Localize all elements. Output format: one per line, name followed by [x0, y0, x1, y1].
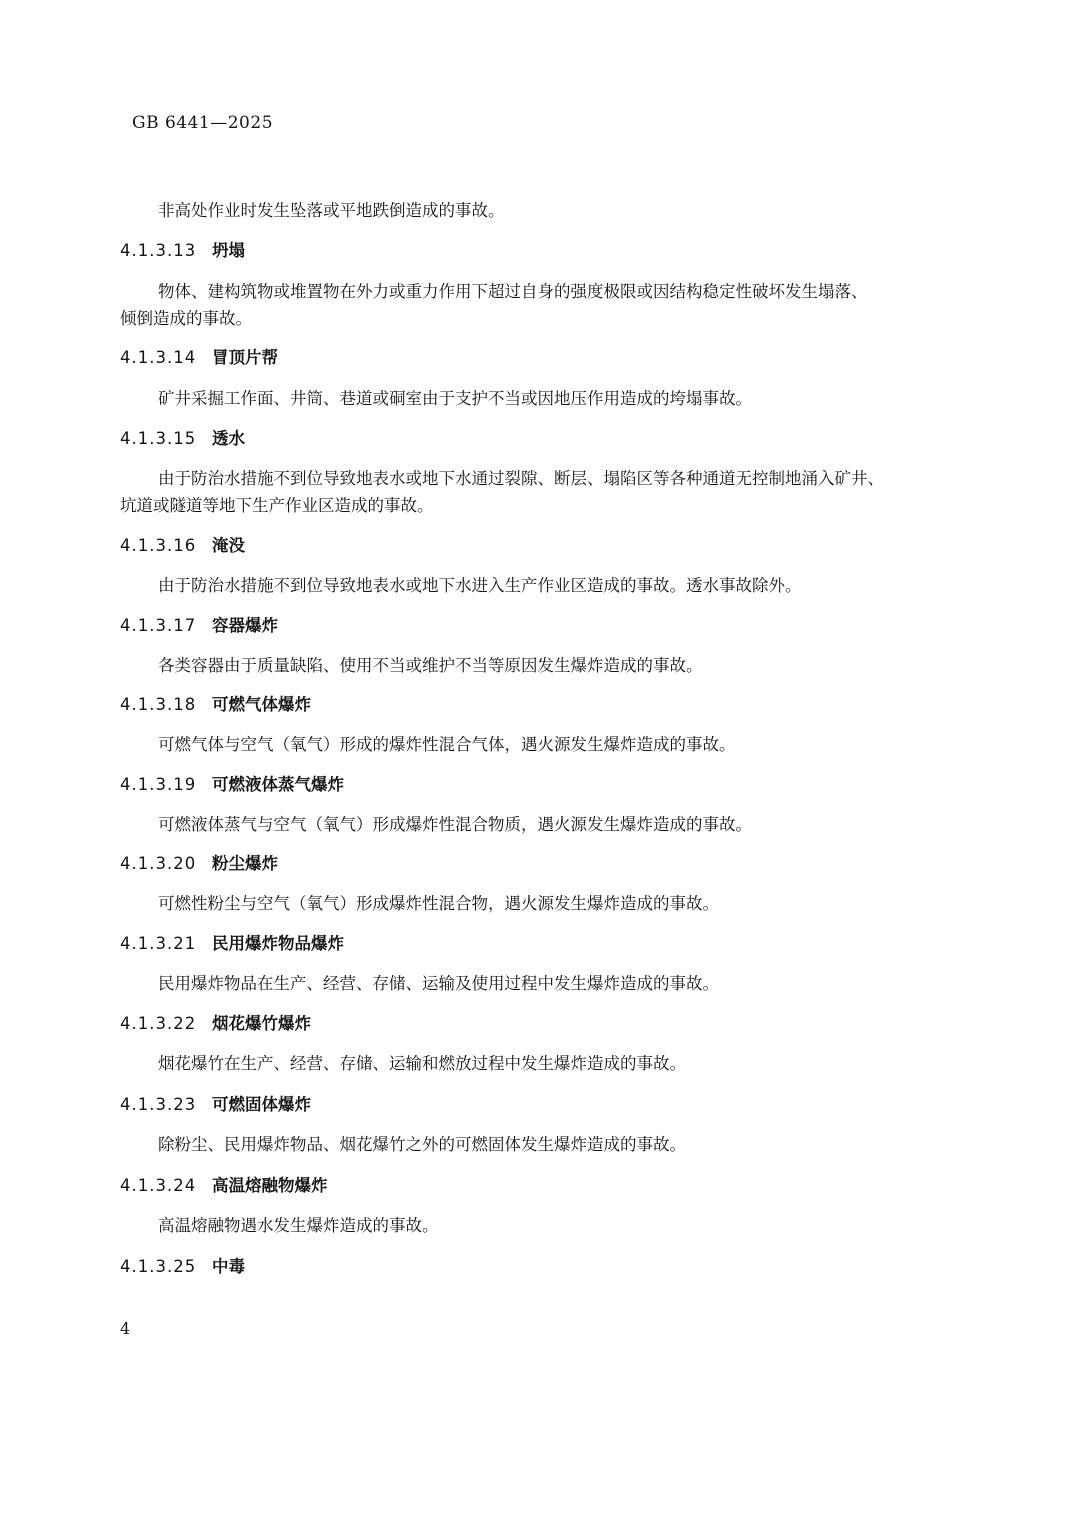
paragraph-line: 各类容器由于质量缺陷、使用不当或维护不当等原因发生爆炸造成的事故。 — [158, 656, 703, 675]
section-heading — [120, 1256, 245, 1278]
section-number: 4.1.3.13 — [120, 241, 197, 260]
section-number: 4.1.3.19 — [120, 775, 197, 794]
section-title: 粉尘爆炸 — [212, 854, 278, 873]
paragraph-line: 由于防治水措施不到位导致地表水或地下水进入生产作业区造成的事故。透水事故除外。 — [158, 576, 802, 595]
paragraph-line: 非高处作业时发生坠落或平地跌倒造成的事故。 — [158, 201, 505, 220]
section-title: 可燃气体爆炸 — [212, 695, 311, 714]
page-header: GB 6441—2025 — [132, 113, 274, 133]
section-number: 4.1.3.16 — [120, 536, 197, 555]
section-number: 4.1.3.22 — [120, 1014, 197, 1033]
paragraph-line: 烟花爆竹在生产、经营、存储、运输和燃放过程中发生爆炸造成的事故。 — [158, 1054, 686, 1073]
section-number: 4.1.3.25 — [120, 1257, 197, 1276]
paragraph-line: 可燃液体蒸气与空气（氧气）形成爆炸性混合物质，遇火源发生爆炸造成的事故。 — [158, 815, 752, 834]
section-heading — [120, 1175, 328, 1197]
section-number: 4.1.3.15 — [120, 429, 197, 448]
paragraph-line: 民用爆炸物品在生产、经营、存储、运输及使用过程中发生爆炸造成的事故。 — [158, 974, 719, 993]
section-title: 容器爆炸 — [212, 616, 278, 635]
section-heading — [120, 694, 311, 716]
section-heading — [120, 240, 245, 262]
section-title: 可燃液体蒸气爆炸 — [212, 775, 344, 794]
section-number: 4.1.3.18 — [120, 695, 197, 714]
section-number: 4.1.3.24 — [120, 1176, 197, 1195]
section-title: 淹没 — [212, 536, 245, 555]
paragraph-line: 由于防治水措施不到位导致地表水或地下水通过裂隙、断层、塌陷区等各种通道无控制地涌入矿井、 — [158, 469, 884, 488]
section-number: 4.1.3.21 — [120, 934, 197, 953]
paragraph-line: 可燃性粉尘与空气（氧气）形成爆炸性混合物，遇火源发生爆炸造成的事故。 — [158, 894, 719, 913]
section-number: 4.1.3.17 — [120, 616, 197, 635]
section-title: 民用爆炸物品爆炸 — [212, 934, 344, 953]
paragraph-line: 可燃气体与空气（氧气）形成的爆炸性混合气体，遇火源发生爆炸造成的事故。 — [158, 735, 736, 754]
paragraph-line: 倾倒造成的事故。 — [120, 309, 252, 328]
paragraph-line: 物体、建构筑物或堆置物在外力或重力作用下超过自身的强度极限或因结构稳定性破坏发生塌落、 — [158, 282, 868, 301]
section-number: 4.1.3.14 — [120, 348, 197, 367]
section-heading — [120, 347, 278, 369]
paragraph-line: 矿井采掘工作面、井筒、巷道或硐室由于支护不当或因地压作用造成的垮塌事故。 — [158, 389, 752, 408]
section-heading — [120, 1013, 311, 1035]
section-title: 高温熔融物爆炸 — [212, 1176, 328, 1195]
section-title: 坍塌 — [212, 241, 245, 260]
paragraph-line: 坑道或隧道等地下生产作业区造成的事故。 — [120, 496, 434, 515]
page-number: 4 — [120, 1319, 131, 1338]
section-title: 烟花爆竹爆炸 — [212, 1014, 311, 1033]
section-heading — [120, 774, 344, 796]
section-number: 4.1.3.20 — [120, 854, 197, 873]
section-heading — [120, 615, 278, 637]
paragraph-line: 除粉尘、民用爆炸物品、烟花爆竹之外的可燃固体发生爆炸造成的事故。 — [158, 1135, 686, 1154]
section-heading — [120, 428, 245, 450]
section-title: 透水 — [212, 429, 245, 448]
section-title: 中毒 — [212, 1257, 245, 1276]
section-title: 可燃固体爆炸 — [212, 1095, 311, 1114]
section-number: 4.1.3.23 — [120, 1095, 197, 1114]
section-heading — [120, 933, 344, 955]
section-title: 冒顶片帮 — [212, 348, 278, 367]
section-heading — [120, 853, 278, 875]
section-heading — [120, 1094, 311, 1116]
paragraph-line: 高温熔融物遇水发生爆炸造成的事故。 — [158, 1216, 439, 1235]
section-heading — [120, 535, 245, 557]
